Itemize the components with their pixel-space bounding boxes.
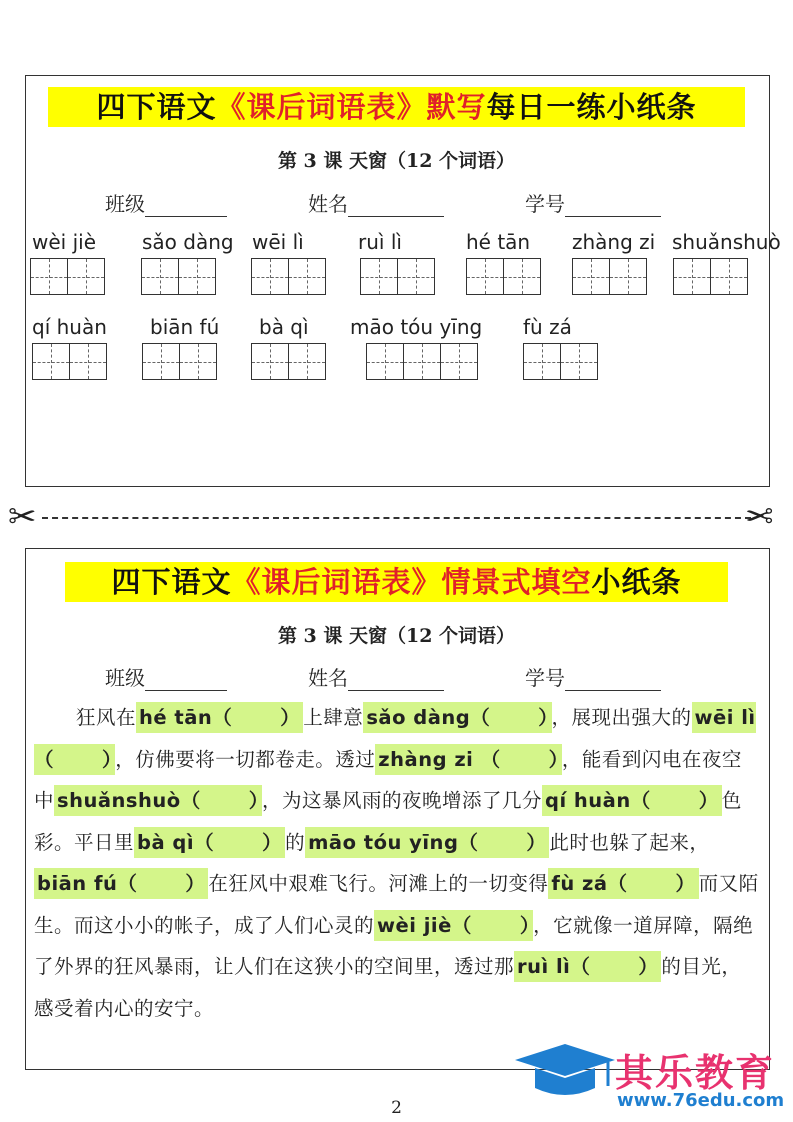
passage-text: 在狂风中艰难飞行。河滩上的一切变得	[208, 872, 549, 895]
writing-grid[interactable]	[360, 258, 435, 295]
passage-text: ，能看到闪电在夜空中	[34, 747, 742, 812]
fill-blank[interactable]: wēi lì（ ）	[34, 702, 756, 775]
writing-cell[interactable]	[32, 343, 70, 380]
fill-blank[interactable]: qí huàn（ ）	[542, 785, 722, 816]
fill-blank[interactable]: zhàng zi （ ）	[375, 744, 562, 775]
writing-cell[interactable]	[67, 258, 105, 295]
passage-text: ，它就像一道屏障，隔绝了外界的狂风暴雨，让人们在这狭小的空间里，透过那	[34, 913, 754, 978]
writing-cell[interactable]	[560, 343, 598, 380]
writing-cell[interactable]	[440, 343, 478, 380]
pinyin-label: qí huàn	[32, 315, 107, 339]
writing-cell[interactable]	[710, 258, 748, 295]
writing-cell[interactable]	[503, 258, 541, 295]
fill-blank[interactable]: wèi jiè（ ）	[374, 910, 533, 941]
class-field[interactable]: 班级	[105, 188, 227, 217]
writing-cell[interactable]	[179, 343, 217, 380]
pinyin-label: māo tóu yīng	[350, 315, 483, 339]
pinyin-label: wēi lì	[252, 230, 304, 254]
writing-grid[interactable]	[466, 258, 541, 295]
writing-cell[interactable]	[288, 258, 326, 295]
writing-grid[interactable]	[30, 258, 105, 295]
writing-cell[interactable]	[397, 258, 435, 295]
writing-grid[interactable]	[366, 343, 478, 380]
pinyin-label: fù zá	[523, 315, 572, 339]
class-field[interactable]: 班级	[105, 662, 227, 691]
passage-text: 此时也躲了起来，	[549, 830, 710, 854]
pinyin-label: hé tān	[466, 230, 531, 254]
title-highlight: 《课后词语表》默写	[216, 90, 487, 124]
fill-blank[interactable]: māo tóu yīng（ ）	[305, 827, 549, 858]
writing-cell[interactable]	[69, 343, 107, 380]
writing-grid[interactable]	[673, 258, 748, 295]
pinyin-label: sǎo dàng	[142, 230, 234, 254]
writing-cell[interactable]	[523, 343, 561, 380]
fill-blank[interactable]: sǎo dàng（ ）	[363, 702, 551, 733]
writing-cell[interactable]	[572, 258, 610, 295]
writing-grid[interactable]	[251, 343, 326, 380]
fill-blank[interactable]: hé tān（ ）	[136, 702, 303, 733]
writing-grid[interactable]	[32, 343, 107, 380]
passage	[34, 697, 759, 1029]
scissors-right-icon: ✂	[745, 497, 774, 537]
page-number: 2	[391, 1098, 402, 1118]
pinyin-label: shuǎnshuò	[672, 230, 781, 254]
writing-cell[interactable]	[251, 343, 289, 380]
fill-blank[interactable]: fù zá（ ）	[548, 868, 698, 899]
fill-blank[interactable]: shuǎnshuò（ ）	[54, 785, 262, 816]
writing-cell[interactable]	[141, 258, 179, 295]
writing-cell[interactable]	[251, 258, 289, 295]
student-id-field[interactable]: 学号	[525, 188, 661, 217]
pinyin-label: zhàng zi	[572, 230, 656, 254]
writing-grid[interactable]	[251, 258, 326, 295]
passage-text: ，仿佛要将一切都卷走。透过	[115, 747, 376, 771]
name-field[interactable]: 姓名	[308, 662, 444, 691]
card1-title	[48, 87, 745, 127]
scissors-left-icon: ✂	[8, 497, 37, 537]
logo-name: 其乐教育	[615, 1051, 776, 1095]
pinyin-label: ruì lì	[358, 230, 402, 254]
passage-text: 的目光，感受着内心的安宁。	[34, 955, 742, 1020]
pinyin-label: wèi jiè	[32, 230, 96, 254]
writing-cell[interactable]	[288, 343, 326, 380]
name-field[interactable]: 姓名	[308, 188, 444, 217]
writing-grid[interactable]	[141, 258, 216, 295]
writing-cell[interactable]	[609, 258, 647, 295]
logo-url[interactable]: www.76edu.com	[617, 1090, 785, 1111]
student-id-field[interactable]: 学号	[525, 662, 661, 691]
title-prefix: 四下语文	[96, 90, 217, 124]
card2-title	[65, 562, 728, 602]
passage-text: 而又陌生。而这小小的帐子，成了人们心灵的	[34, 872, 759, 937]
title-prefix: 四下语文	[111, 565, 232, 599]
writing-grid[interactable]	[572, 258, 647, 295]
title-highlight: 《课后词语表》情景式填空	[231, 565, 592, 599]
writing-cell[interactable]	[178, 258, 216, 295]
pinyin-label: bà qì	[259, 315, 309, 339]
writing-cell[interactable]	[142, 343, 180, 380]
writing-cell[interactable]	[360, 258, 398, 295]
writing-cell[interactable]	[466, 258, 504, 295]
passage-text: ，展现出强大的	[551, 706, 692, 729]
card2-subtitle: 第 3 课 天窗（12 个词语）	[277, 625, 516, 647]
fill-blank[interactable]: biān fú（ ）	[34, 868, 208, 899]
passage-text: ，为这暴风雨的夜晚增添了几分	[261, 789, 542, 812]
writing-grid[interactable]	[142, 343, 217, 380]
writing-cell[interactable]	[30, 258, 68, 295]
passage-text: 的	[285, 830, 306, 854]
writing-cell[interactable]	[366, 343, 404, 380]
pinyin-label: biān fú	[150, 315, 220, 339]
title-suffix: 小纸条	[591, 565, 682, 599]
writing-grid[interactable]	[523, 343, 598, 380]
fill-blank[interactable]: ruì lì（ ）	[514, 951, 661, 982]
passage-text: 色彩。平日里	[34, 789, 742, 854]
passage-text: 上肆意	[303, 706, 364, 729]
passage-text: 狂风在	[76, 706, 137, 729]
writing-cell[interactable]	[673, 258, 711, 295]
cut-line	[42, 517, 751, 519]
fill-blank[interactable]: bà qì（ ）	[134, 827, 285, 858]
title-suffix: 每日一练小纸条	[486, 90, 697, 124]
card1-subtitle: 第 3 课 天窗（12 个词语）	[277, 150, 516, 172]
writing-cell[interactable]	[403, 343, 441, 380]
